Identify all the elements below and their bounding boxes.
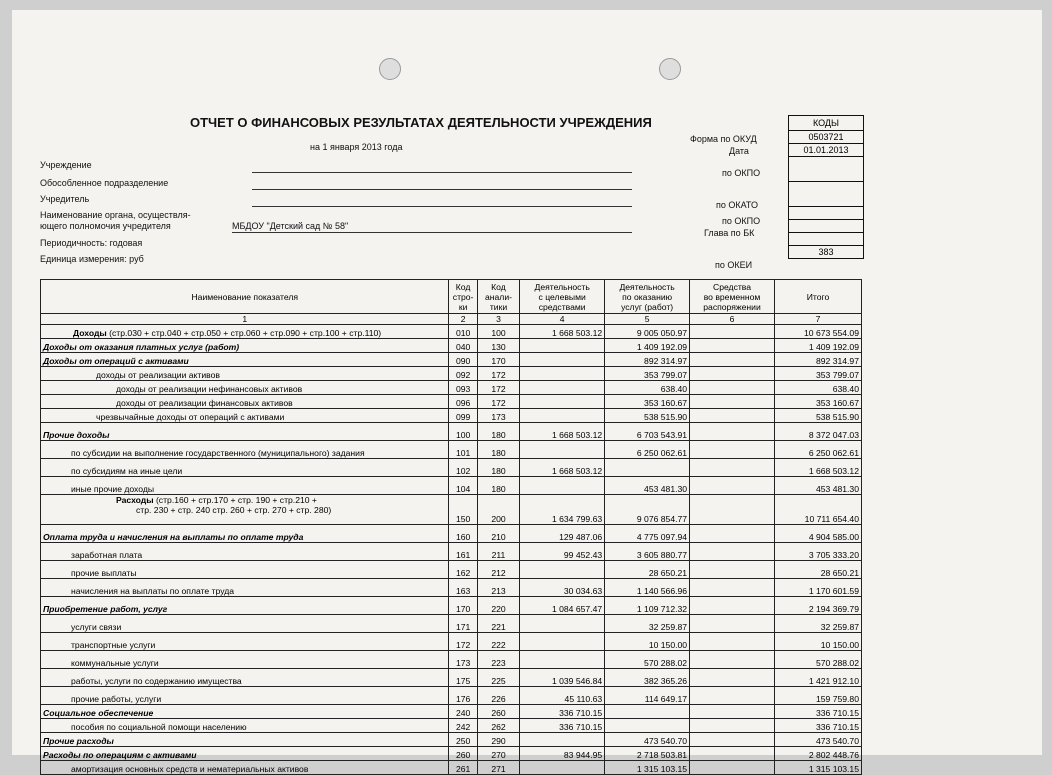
row-total: 353 799.07 [774, 367, 861, 381]
row-targeted-funds: 1 634 799.63 [520, 495, 605, 525]
row-total: 10 150.00 [774, 633, 861, 651]
row-total: 2 802 448.76 [774, 747, 861, 761]
row-targeted-funds [520, 441, 605, 459]
row-targeted-funds [520, 353, 605, 367]
row-analytics-code: 271 [477, 761, 519, 775]
row-services: 1 109 712.32 [605, 597, 690, 615]
row-code: 172 [449, 633, 477, 651]
row-code: 150 [449, 495, 477, 525]
okei-code: 383 [818, 247, 834, 257]
row-total: 2 194 369.79 [774, 597, 861, 615]
row-code: 175 [449, 669, 477, 687]
row-targeted-funds [520, 651, 605, 669]
row-code: 176 [449, 687, 477, 705]
row-targeted-funds [520, 395, 605, 409]
table-row [41, 409, 862, 423]
spacer-code [789, 233, 863, 246]
row-temporary-funds [690, 367, 775, 381]
row-total: 32 259.87 [774, 615, 861, 633]
row-name: прочие выплаты [41, 561, 449, 579]
subdivision-line [252, 189, 632, 190]
table-row [41, 719, 862, 733]
row-name: Расходы по операциям с активами [41, 747, 449, 761]
row-name: чрезвычайные доходы от операций с активами [41, 409, 449, 423]
row-total: 892 314.97 [774, 353, 861, 367]
row-temporary-funds [690, 705, 775, 719]
row-code: 092 [449, 367, 477, 381]
report-title: ОТЧЕТ О ФИНАНСОВЫХ РЕЗУЛЬТАТАХ ДЕЯТЕЛЬНОСТИ УЧРЕЖДЕНИЯ [190, 115, 652, 130]
row-total: 4 904 585.00 [774, 525, 861, 543]
row-total: 10 673 554.09 [774, 325, 861, 339]
row-targeted-funds [520, 761, 605, 775]
row-targeted-funds [520, 615, 605, 633]
row-code: 099 [449, 409, 477, 423]
row-name: Расходы (стр.160 + стр.170 + стр. 190 + стр.210 + стр. 230 + стр. 240 стр. 260 + стр. 270 + стр. 280) [41, 495, 449, 525]
row-total: 1 170 601.59 [774, 579, 861, 597]
row-analytics-code: 172 [477, 381, 519, 395]
row-temporary-funds [690, 633, 775, 651]
column-number: 5 [605, 314, 690, 325]
row-name: заработная плата [41, 543, 449, 561]
row-total: 453 481.30 [774, 477, 861, 495]
row-services: 28 650.21 [605, 561, 690, 579]
row-targeted-funds: 129 487.06 [520, 525, 605, 543]
row-temporary-funds [690, 525, 775, 543]
date-label: Дата [729, 146, 749, 156]
row-analytics-code: 221 [477, 615, 519, 633]
glava-label: Глава по БК [704, 228, 755, 238]
founder-line [252, 206, 632, 207]
row-temporary-funds [690, 441, 775, 459]
row-code: 163 [449, 579, 477, 597]
row-analytics-code: 173 [477, 409, 519, 423]
authority-label-1: Наименование органа, осуществля- [40, 210, 191, 220]
subdivision-label: Обособленное подразделение [40, 178, 169, 188]
row-services [605, 459, 690, 477]
row-analytics-code: 211 [477, 543, 519, 561]
table-row [41, 669, 862, 687]
financial-results-table [40, 279, 862, 775]
row-analytics-code: 222 [477, 633, 519, 651]
row-temporary-funds [690, 761, 775, 775]
column-number: 2 [449, 314, 477, 325]
row-total: 1 409 192.09 [774, 339, 861, 353]
column-number: 4 [520, 314, 605, 325]
table-row [41, 561, 862, 579]
col-header-total: Итого [774, 280, 861, 314]
column-number: 7 [774, 314, 861, 325]
row-services: 453 481.30 [605, 477, 690, 495]
row-name: по субсидиям на иные цели [41, 459, 449, 477]
row-targeted-funds [520, 381, 605, 395]
row-temporary-funds [690, 543, 775, 561]
row-total: 1 421 912.10 [774, 669, 861, 687]
punch-hole-right [659, 58, 681, 80]
row-analytics-code: 170 [477, 353, 519, 367]
row-code: 261 [449, 761, 477, 775]
row-temporary-funds [690, 669, 775, 687]
row-targeted-funds [520, 477, 605, 495]
row-code: 161 [449, 543, 477, 561]
table-row [41, 747, 862, 761]
table-row [41, 597, 862, 615]
row-total: 538 515.90 [774, 409, 861, 423]
punch-hole-left [379, 58, 401, 80]
table-row [41, 761, 862, 775]
row-analytics-code: 290 [477, 733, 519, 747]
table-row [41, 543, 862, 561]
row-name: доходы от реализации финансовых активов [41, 395, 449, 409]
row-analytics-code: 213 [477, 579, 519, 597]
row-temporary-funds [690, 615, 775, 633]
row-temporary-funds [690, 747, 775, 761]
authority-line [232, 232, 632, 233]
row-analytics-code: 180 [477, 459, 519, 477]
row-temporary-funds [690, 719, 775, 733]
row-targeted-funds: 45 110.63 [520, 687, 605, 705]
row-name: начисления на выплаты по оплате труда [41, 579, 449, 597]
col-header-temporary: Средства во временном распоряжении [690, 280, 775, 314]
column-number: 1 [41, 314, 449, 325]
row-services: 32 259.87 [605, 615, 690, 633]
column-number: 3 [477, 314, 519, 325]
authority-label-2: ющего полномочия учредителя [40, 221, 171, 231]
row-targeted-funds: 1 668 503.12 [520, 423, 605, 441]
row-services: 10 150.00 [605, 633, 690, 651]
row-services [605, 719, 690, 733]
table-row [41, 525, 862, 543]
table-row [41, 579, 862, 597]
row-total: 10 711 654.40 [774, 495, 861, 525]
row-name: амортизация основных средств и нематериальных активов [41, 761, 449, 775]
table-row [41, 495, 862, 525]
row-analytics-code: 260 [477, 705, 519, 719]
row-total: 3 705 333.20 [774, 543, 861, 561]
table-row [41, 339, 862, 353]
row-services: 2 718 503.81 [605, 747, 690, 761]
date-code: 01.01.2013 [789, 144, 863, 157]
row-name: доходы от реализации активов [41, 367, 449, 381]
row-temporary-funds [690, 423, 775, 441]
row-targeted-funds: 1 084 657.47 [520, 597, 605, 615]
row-name: пособия по социальной помощи населению [41, 719, 449, 733]
row-targeted-funds: 1 668 503.12 [520, 459, 605, 477]
row-total: 1 668 503.12 [774, 459, 861, 477]
row-name: Социальное обеспечение [41, 705, 449, 719]
glava-code [789, 220, 863, 233]
table-header-row [41, 280, 862, 314]
row-name: Прочие расходы [41, 733, 449, 747]
row-analytics-code: 130 [477, 339, 519, 353]
table-row [41, 633, 862, 651]
table-row [41, 395, 862, 409]
row-name: по субсидии на выполнение государственного (муниципального) задания [41, 441, 449, 459]
row-name: услуги связи [41, 615, 449, 633]
row-services: 570 288.02 [605, 651, 690, 669]
row-analytics-code: 220 [477, 597, 519, 615]
row-services: 1 140 566.96 [605, 579, 690, 597]
column-number: 6 [690, 314, 775, 325]
table-row [41, 615, 862, 633]
row-code: 104 [449, 477, 477, 495]
row-analytics-code: 200 [477, 495, 519, 525]
row-services: 6 703 543.91 [605, 423, 690, 441]
row-temporary-funds [690, 495, 775, 525]
row-temporary-funds [690, 325, 775, 339]
row-services: 9 005 050.97 [605, 325, 690, 339]
row-code: 093 [449, 381, 477, 395]
row-code: 260 [449, 747, 477, 761]
okpo2-label: по ОКПО [722, 216, 761, 226]
row-total: 353 160.67 [774, 395, 861, 409]
row-temporary-funds [690, 733, 775, 747]
col-header-anal: Код анали- тики [477, 280, 519, 314]
row-services: 538 515.90 [605, 409, 690, 423]
row-analytics-code: 180 [477, 441, 519, 459]
row-targeted-funds: 99 452.43 [520, 543, 605, 561]
table-numbering-row [41, 314, 862, 325]
unit-of-measure: Единица измерения: руб [40, 254, 144, 264]
table-row [41, 459, 862, 477]
row-code: 250 [449, 733, 477, 747]
table-row [41, 705, 862, 719]
row-code: 010 [449, 325, 477, 339]
okud-code: 0503721 [789, 131, 863, 144]
row-services: 1 409 192.09 [605, 339, 690, 353]
row-analytics-code: 225 [477, 669, 519, 687]
row-total: 570 288.02 [774, 651, 861, 669]
row-name: Прочие доходы [41, 423, 449, 441]
row-targeted-funds: 30 034.63 [520, 579, 605, 597]
row-code: 102 [449, 459, 477, 477]
row-targeted-funds [520, 367, 605, 381]
row-analytics-code: 223 [477, 651, 519, 669]
row-temporary-funds [690, 561, 775, 579]
row-services: 6 250 062.61 [605, 441, 690, 459]
founder-label: Учредитель [40, 194, 90, 204]
row-targeted-funds [520, 733, 605, 747]
row-name: Оплата труда и начисления на выплаты по оплате труда [41, 525, 449, 543]
row-code: 173 [449, 651, 477, 669]
row-code: 171 [449, 615, 477, 633]
row-targeted-funds: 1 039 546.84 [520, 669, 605, 687]
row-temporary-funds [690, 395, 775, 409]
institution-label: Учреждение [40, 160, 92, 170]
authority-value: МБДОУ "Детский сад № 58" [232, 221, 349, 231]
row-targeted-funds: 83 944.95 [520, 747, 605, 761]
row-name: прочие работы, услуги [41, 687, 449, 705]
row-targeted-funds [520, 409, 605, 423]
row-total: 28 650.21 [774, 561, 861, 579]
report-date: на 1 января 2013 года [310, 142, 403, 152]
row-name: доходы от реализации нефинансовых активов [41, 381, 449, 395]
row-services: 1 315 103.15 [605, 761, 690, 775]
okpo-code [789, 157, 863, 182]
row-name: Приобретение работ, услуг [41, 597, 449, 615]
row-code: 100 [449, 423, 477, 441]
row-temporary-funds [690, 339, 775, 353]
row-analytics-code: 172 [477, 367, 519, 381]
col-header-services: Деятельность по оказанию услуг (работ) [605, 280, 690, 314]
row-analytics-code: 180 [477, 423, 519, 441]
row-temporary-funds [690, 579, 775, 597]
row-services: 473 540.70 [605, 733, 690, 747]
row-temporary-funds [690, 477, 775, 495]
row-targeted-funds [520, 633, 605, 651]
row-code: 090 [449, 353, 477, 367]
table-row [41, 733, 862, 747]
row-name: Доходы от операций с активами [41, 353, 449, 367]
row-total: 1 315 103.15 [774, 761, 861, 775]
row-targeted-funds: 336 710.15 [520, 719, 605, 733]
table-row [41, 651, 862, 669]
table-row [41, 325, 862, 339]
row-total: 336 710.15 [774, 705, 861, 719]
okpo-label: по ОКПО [722, 168, 761, 178]
row-temporary-funds [690, 409, 775, 423]
row-analytics-code: 180 [477, 477, 519, 495]
row-analytics-code: 262 [477, 719, 519, 733]
table-row [41, 353, 862, 367]
row-services: 353 799.07 [605, 367, 690, 381]
row-analytics-code: 212 [477, 561, 519, 579]
row-name: работы, услуги по содержанию имущества [41, 669, 449, 687]
table-row [41, 477, 862, 495]
row-code: 096 [449, 395, 477, 409]
row-total: 473 540.70 [774, 733, 861, 747]
row-name: иные прочие доходы [41, 477, 449, 495]
row-total: 336 710.15 [774, 719, 861, 733]
row-targeted-funds: 336 710.15 [520, 705, 605, 719]
row-temporary-funds [690, 459, 775, 477]
row-code: 242 [449, 719, 477, 733]
row-code: 101 [449, 441, 477, 459]
row-services: 638.40 [605, 381, 690, 395]
okato-code [789, 182, 863, 207]
okud-label: Форма по ОКУД [690, 134, 757, 144]
codes-header: КОДЫ [789, 116, 863, 131]
row-code: 040 [449, 339, 477, 353]
row-name: транспортные услуги [41, 633, 449, 651]
periodicity: Периодичность: годовая [40, 238, 143, 248]
row-temporary-funds [690, 381, 775, 395]
col-header-name: Наименование показателя [41, 280, 449, 314]
institution-line [252, 172, 632, 173]
row-code: 160 [449, 525, 477, 543]
okato-label: по ОКАТО [716, 200, 759, 210]
row-code: 170 [449, 597, 477, 615]
row-services [605, 705, 690, 719]
row-analytics-code: 270 [477, 747, 519, 761]
col-header-code: Код стро- ки [449, 280, 477, 314]
row-analytics-code: 226 [477, 687, 519, 705]
table-row [41, 687, 862, 705]
okei-label: по ОКЕИ [715, 260, 753, 270]
row-name: Доходы от оказания платных услуг (работ) [41, 339, 449, 353]
row-code: 240 [449, 705, 477, 719]
row-services: 3 605 880.77 [605, 543, 690, 561]
row-temporary-funds [690, 353, 775, 367]
row-temporary-funds [690, 651, 775, 669]
row-targeted-funds [520, 561, 605, 579]
row-services: 382 365.26 [605, 669, 690, 687]
table-row [41, 367, 862, 381]
row-services: 353 160.67 [605, 395, 690, 409]
row-services: 9 076 854.77 [605, 495, 690, 525]
row-total: 6 250 062.61 [774, 441, 861, 459]
row-name: коммунальные услуги [41, 651, 449, 669]
table-row [41, 381, 862, 395]
row-total: 159 759.80 [774, 687, 861, 705]
row-temporary-funds [690, 597, 775, 615]
row-name: Доходы (стр.030 + стр.040 + стр.050 + стр.060 + стр.090 + стр.100 + стр.110) [41, 325, 449, 339]
row-targeted-funds [520, 339, 605, 353]
row-total: 8 372 047.03 [774, 423, 861, 441]
row-analytics-code: 172 [477, 395, 519, 409]
table-row [41, 441, 862, 459]
row-temporary-funds [690, 687, 775, 705]
row-analytics-code: 210 [477, 525, 519, 543]
row-targeted-funds: 1 668 503.12 [520, 325, 605, 339]
codes-box [788, 115, 864, 259]
row-analytics-code: 100 [477, 325, 519, 339]
row-total: 638.40 [774, 381, 861, 395]
okpo2-code [789, 207, 863, 220]
col-header-targeted: Деятельность с целевыми средствами [520, 280, 605, 314]
table-row [41, 423, 862, 441]
row-code: 162 [449, 561, 477, 579]
row-services: 892 314.97 [605, 353, 690, 367]
row-services: 114 649.17 [605, 687, 690, 705]
row-services: 4 775 097.94 [605, 525, 690, 543]
scanned-form-sheet [12, 10, 1042, 774]
